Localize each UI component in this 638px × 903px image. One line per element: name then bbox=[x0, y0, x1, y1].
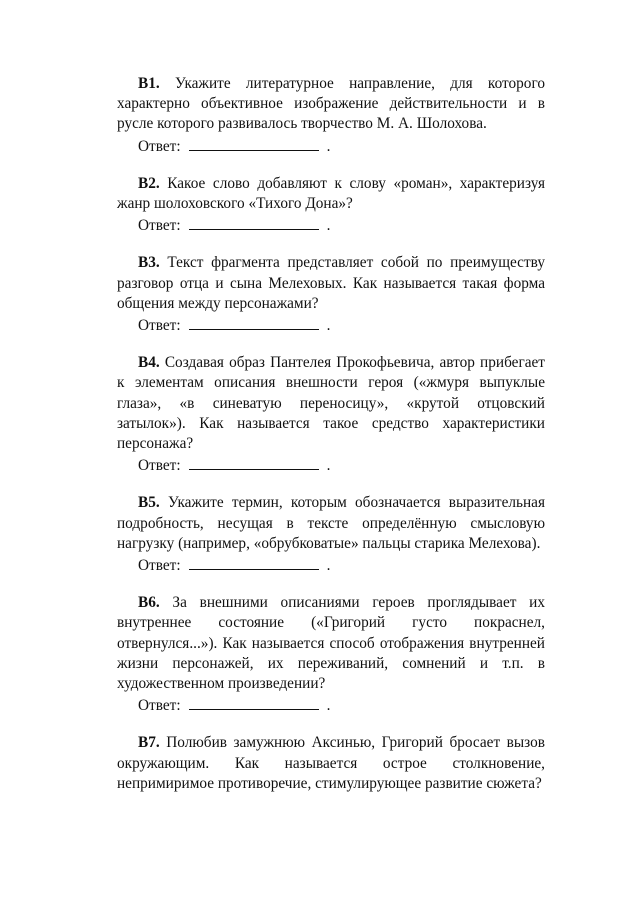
question-text: Создавая образ Пантелея Прокофьевича, автор прибегает к элементам описания внешности героя («жмуря выпуклые глаза», «в синеватую переносицу», «крутой отцовский затылок»). Как называется такое средство характеристики персонажа? bbox=[117, 354, 545, 453]
workbook-page bbox=[117, 74, 545, 794]
answer-label: Ответ: bbox=[138, 217, 181, 235]
answer-blank[interactable] bbox=[189, 697, 319, 710]
question-number: B7. bbox=[138, 734, 160, 752]
question-text: За внешними описаниями героев проглядывает их внутреннее состояние («Григорий густо покраснел, отвернулся...»). Как называется способ отображения внутренней жизни персонажей, их переживаний, сомнений и т.п. в художественном произведении? bbox=[117, 594, 545, 693]
answer-row bbox=[138, 137, 545, 157]
answer-blank[interactable] bbox=[189, 138, 319, 151]
answer-label: Ответ: bbox=[138, 457, 181, 475]
question-number: B4. bbox=[138, 354, 160, 372]
answer-period: . bbox=[326, 137, 331, 155]
answer-period: . bbox=[326, 317, 331, 335]
question-number: B5. bbox=[138, 494, 160, 512]
question-b4 bbox=[117, 353, 545, 476]
question-text: Полюбив замужнюю Аксинью, Григорий бросает вызов окружающим. Как называется острое столкновение, непримиримое противоречие, стимулирующее развитие сюжета? bbox=[117, 734, 546, 792]
question-b1 bbox=[117, 74, 545, 157]
question-b7 bbox=[117, 733, 545, 794]
answer-label: Ответ: bbox=[138, 697, 181, 715]
answer-blank[interactable] bbox=[189, 557, 319, 570]
answer-blank[interactable] bbox=[189, 457, 319, 470]
question-b6 bbox=[117, 593, 545, 716]
question-text: Укажите термин, которым обозначается выразительная подробность, несущая в тексте определённую смысловую нагрузку (например, «обрубковатые» пальцы старика Мелехова). bbox=[117, 494, 546, 552]
answer-period: . bbox=[326, 217, 331, 235]
answer-label: Ответ: bbox=[138, 557, 181, 575]
answer-row bbox=[138, 316, 545, 336]
question-number: B3. bbox=[138, 254, 160, 272]
answer-label: Ответ: bbox=[138, 317, 181, 335]
answer-row bbox=[138, 456, 545, 476]
question-text: Текст фрагмента представляет собой по преимуществу разговор отца и сына Мелеховых. Как называется такая форма общения между персонажами? bbox=[117, 254, 546, 312]
answer-row bbox=[138, 556, 545, 576]
answer-row bbox=[138, 216, 545, 236]
answer-row bbox=[138, 696, 545, 716]
question-number: B1. bbox=[138, 75, 160, 92]
answer-period: . bbox=[326, 557, 331, 575]
answer-blank[interactable] bbox=[189, 317, 319, 330]
question-text: Какое слово добавляют к слову «роман», характеризуя жанр шолоховского «Тихого Дона»? bbox=[117, 174, 545, 213]
question-b3 bbox=[117, 253, 545, 336]
answer-period: . bbox=[326, 697, 331, 715]
question-b5 bbox=[117, 493, 545, 576]
question-number: B2. bbox=[138, 174, 160, 192]
answer-period: . bbox=[326, 457, 331, 475]
answer-label: Ответ: bbox=[138, 137, 181, 155]
question-text: Укажите литературное направление, для которого характерно объективное изображение действительности и в русле которого развивалось творчество М. А. Шолохова. bbox=[117, 75, 545, 133]
answer-blank[interactable] bbox=[189, 217, 319, 230]
question-b2 bbox=[117, 174, 545, 237]
question-number: B6. bbox=[138, 594, 160, 612]
